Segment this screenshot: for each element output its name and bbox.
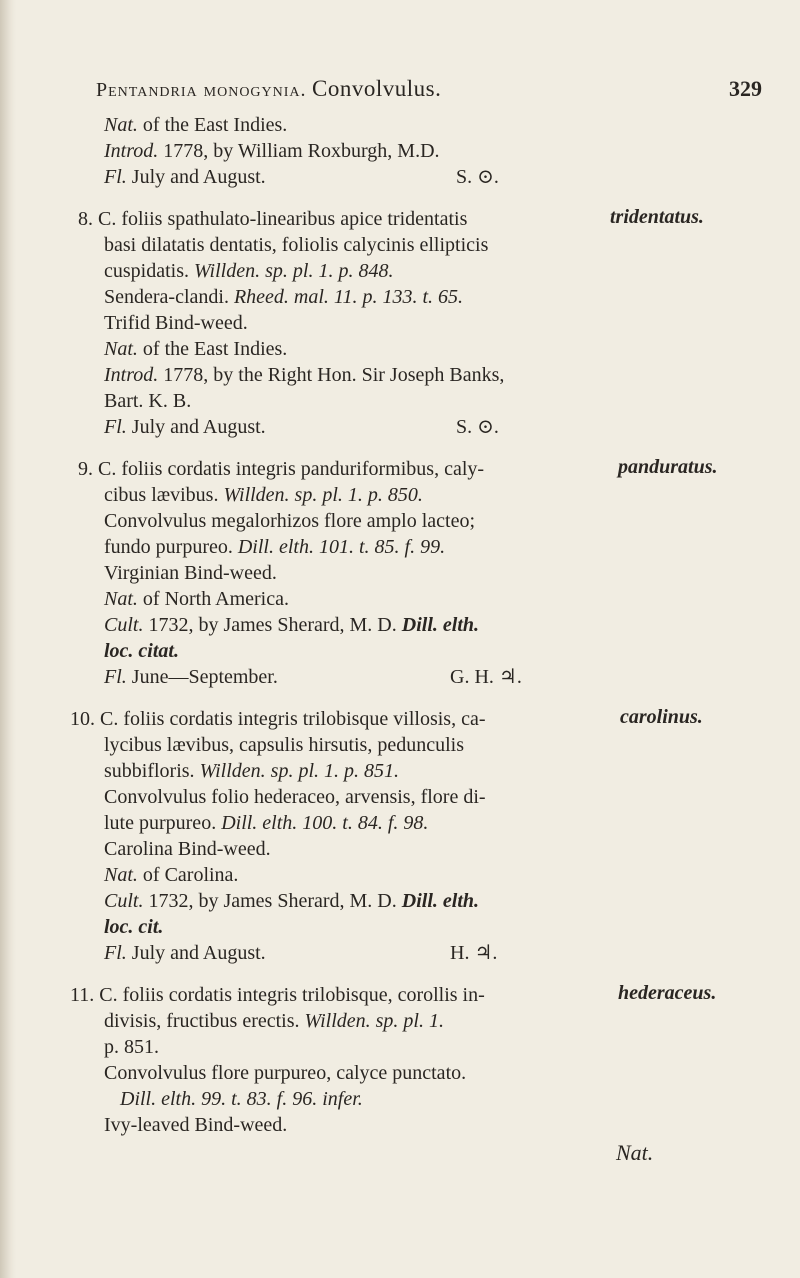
- species-10-line-7: Nat. of Carolina.: [104, 864, 239, 886]
- species-10-line-1: 10. C. foliis cordatis integris trilobisque villosis, ca-: [70, 708, 486, 730]
- species-9-line-8: loc. citat.: [104, 640, 179, 662]
- species-11-line-6: Ivy-leaved Bind-weed.: [104, 1114, 288, 1136]
- species-8-line-9: Fl. July and August.: [104, 416, 266, 438]
- species-10-line-8: Cult. 1732, by James Sherard, M. D. Dill. elth.: [104, 890, 479, 912]
- species-9-line-6: Nat. of North America.: [104, 588, 289, 610]
- species-8-line-7: Introd. 1778, by the Right Hon. Sir Joseph Banks,: [104, 364, 505, 386]
- top-nat-line: Nat. of the East Indies.: [104, 114, 288, 136]
- species-9-name: panduratus.: [618, 456, 718, 478]
- species-8-line-5: Trifid Bind-weed.: [104, 312, 248, 334]
- species-8-line-8: Bart. K. B.: [104, 390, 192, 412]
- species-8-line-4: Sendera-clandi. Rheed. mal. 11. p. 133. t. 65.: [104, 286, 463, 308]
- species-10-line-10: Fl. July and August.: [104, 942, 266, 964]
- species-10-line-5: lute purpureo. Dill. elth. 100. t. 84. f. 98.: [104, 812, 429, 834]
- species-9-line-5: Virginian Bind-weed.: [104, 562, 277, 584]
- species-10-line-6: Carolina Bind-weed.: [104, 838, 271, 860]
- species-9-status: G. H. ♃.: [450, 666, 522, 688]
- species-11-line-1: 11. C. foliis cordatis integris trilobisque, corollis in-: [70, 984, 485, 1006]
- running-title: Pentandria monogynia.: [96, 79, 307, 101]
- species-9-line-2: cibus lævibus. Willden. sp. pl. 1. p. 850.: [104, 484, 423, 506]
- species-9-line-4: fundo purpureo. Dill. elth. 101. t. 85. f. 99.: [104, 536, 446, 558]
- species-8-status: S. ⊙.: [456, 416, 499, 438]
- species-9-line-7: Cult. 1732, by James Sherard, M. D. Dill. elth.: [104, 614, 479, 636]
- species-8-line-2: basi dilatatis dentatis, foliolis calycinis ellipticis: [104, 234, 489, 256]
- species-11-name: hederaceus.: [618, 982, 717, 1004]
- page-edge-shadow: [0, 0, 16, 1278]
- running-genus: Convolvulus.: [312, 76, 442, 101]
- species-11-line-4: Convolvulus flore purpureo, calyce punctato.: [104, 1062, 467, 1084]
- catchword: Nat.: [616, 1140, 654, 1165]
- top-fl-status: S. ⊙.: [456, 166, 499, 188]
- species-11-line-5: Dill. elth. 99. t. 83. f. 96. infer.: [120, 1088, 363, 1110]
- page-number: 329: [729, 76, 762, 101]
- species-11-line-3: p. 851.: [104, 1036, 159, 1058]
- species-10-line-9: loc. cit.: [104, 916, 164, 938]
- species-11-line-2: divisis, fructibus erectis. Willden. sp. pl. 1.: [104, 1010, 444, 1032]
- species-9-line-9: Fl. June—September.: [104, 666, 278, 688]
- species-8-line-1: 8. C. foliis spathulato-linearibus apice tridentatis: [78, 208, 468, 230]
- species-9-line-3: Convolvulus megalorhizos flore amplo lacteo;: [104, 510, 476, 532]
- species-10-line-4: Convolvulus folio hederaceo, arvensis, flore di-: [104, 786, 486, 808]
- species-9-line-1: 9. C. foliis cordatis integris panduriformibus, caly-: [78, 458, 485, 480]
- top-fl-line: Fl. July and August.: [104, 166, 266, 188]
- species-10-status: H. ♃.: [450, 942, 498, 964]
- species-8-line-3: cuspidatis. Willden. sp. pl. 1. p. 848.: [104, 260, 394, 282]
- top-introd-line: Introd. 1778, by William Roxburgh, M.D.: [104, 140, 440, 162]
- species-10-line-2: lycibus lævibus, capsulis hirsutis, pedunculis: [104, 734, 464, 756]
- species-10-name: carolinus.: [620, 706, 703, 728]
- species-8-name: tridentatus.: [610, 206, 704, 228]
- running-header: [96, 76, 776, 104]
- species-8-line-6: Nat. of the East Indies.: [104, 338, 288, 360]
- species-10-line-3: subbifloris. Willden. sp. pl. 1. p. 851.: [104, 760, 400, 782]
